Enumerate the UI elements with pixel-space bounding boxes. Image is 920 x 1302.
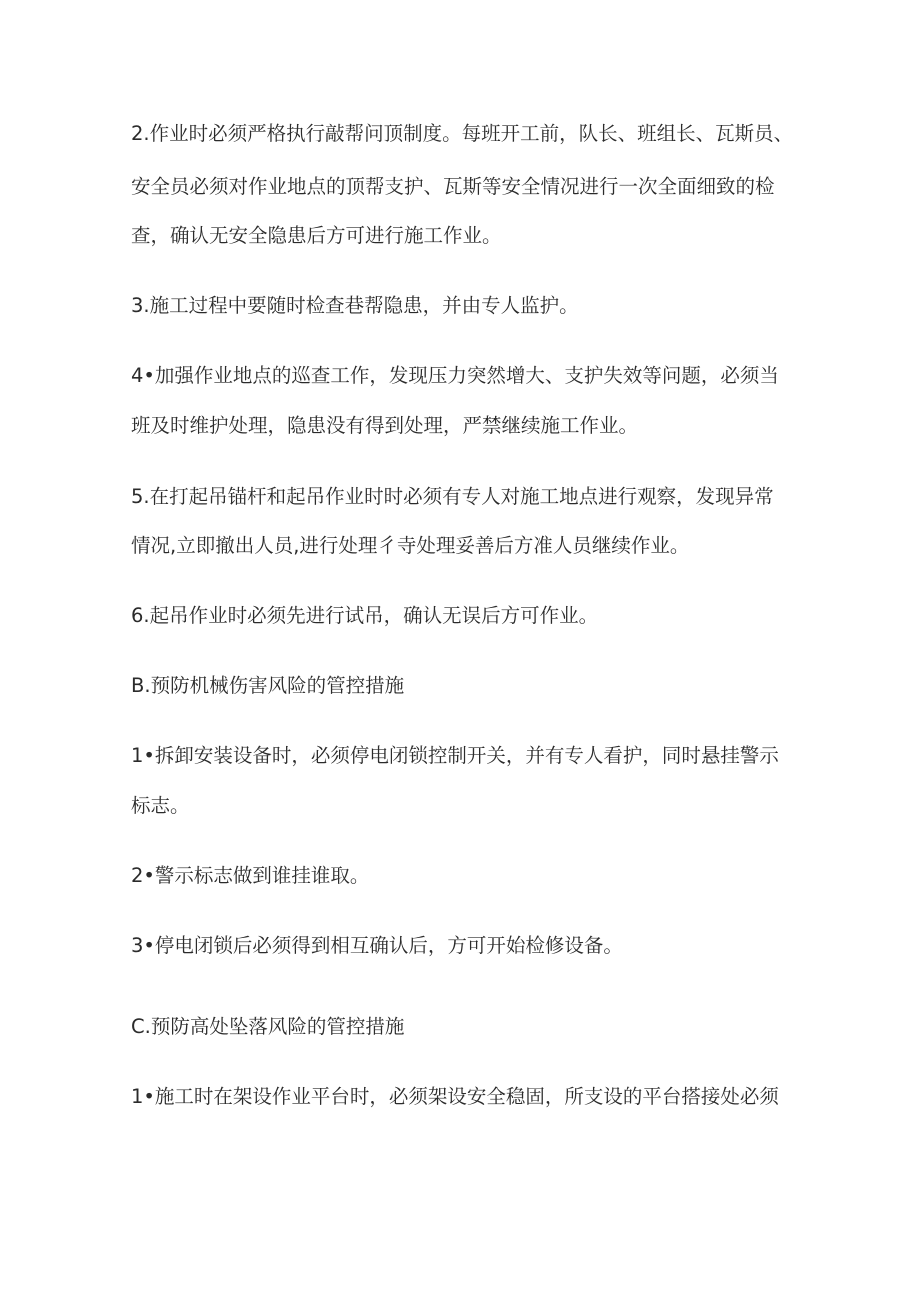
paragraph-4-line-1: 4•加强作业地点的巡查工作，发现压力突然增大、支护失效等问题，必须当 [131,364,779,387]
paragraph-c1-line-1: 1•施工时在架设作业平台时，必须架设安全稳固，所支设的平台搭接处必须 [131,1085,779,1108]
paragraph-2-line-2: 安全员必须对作业地点的顶帮支护、瓦斯等安全情况进行一次全面细致的检 [131,175,775,198]
paragraph-b1-line-1: 1•拆卸安装设备时，必须停电闭锁控制开关，并有专人看护，同时悬挂警示 [131,744,779,767]
paragraph-3: 3.施工过程中要随时检查巷帮隐患，并由专人监护。 [131,294,579,317]
paragraph-2-line-3: 查，确认无安全隐患后方可进行施工作业。 [131,224,502,247]
section-heading-b: B.预防机械伤害风险的管控措施 [131,674,405,697]
paragraph-6: 6.起吊作业时必须先进行试吊，确认无误后方可作业。 [131,604,599,627]
paragraph-4-line-2: 班及时维护处理，隐患没有得到处理，严禁继续施工作业。 [131,414,639,437]
paragraph-b3: 3•停电闭锁后必须得到相互确认后，方可开始检修设备。 [131,934,623,957]
paragraph-5-line-2: 情况,立即撤出人员,进行处理彳寺处理妥善后方准人员继续作业。 [131,534,690,557]
paragraph-2-line-1: 2.作业时必须严格执行敲帮问顶制度。每班开工前，队长、班组长、瓦斯员、 [131,122,794,145]
paragraph-b2: 2•警示标志做到谁挂谁取。 [131,864,370,887]
paragraph-5-line-1: 5.在打起吊锚杆和起吊作业时时必须有专人对施工地点进行观察，发现异常 [131,485,774,508]
section-heading-c: C.预防高处坠落风险的管控措施 [131,1015,405,1038]
paragraph-b1-line-2: 标志。 [131,794,190,817]
